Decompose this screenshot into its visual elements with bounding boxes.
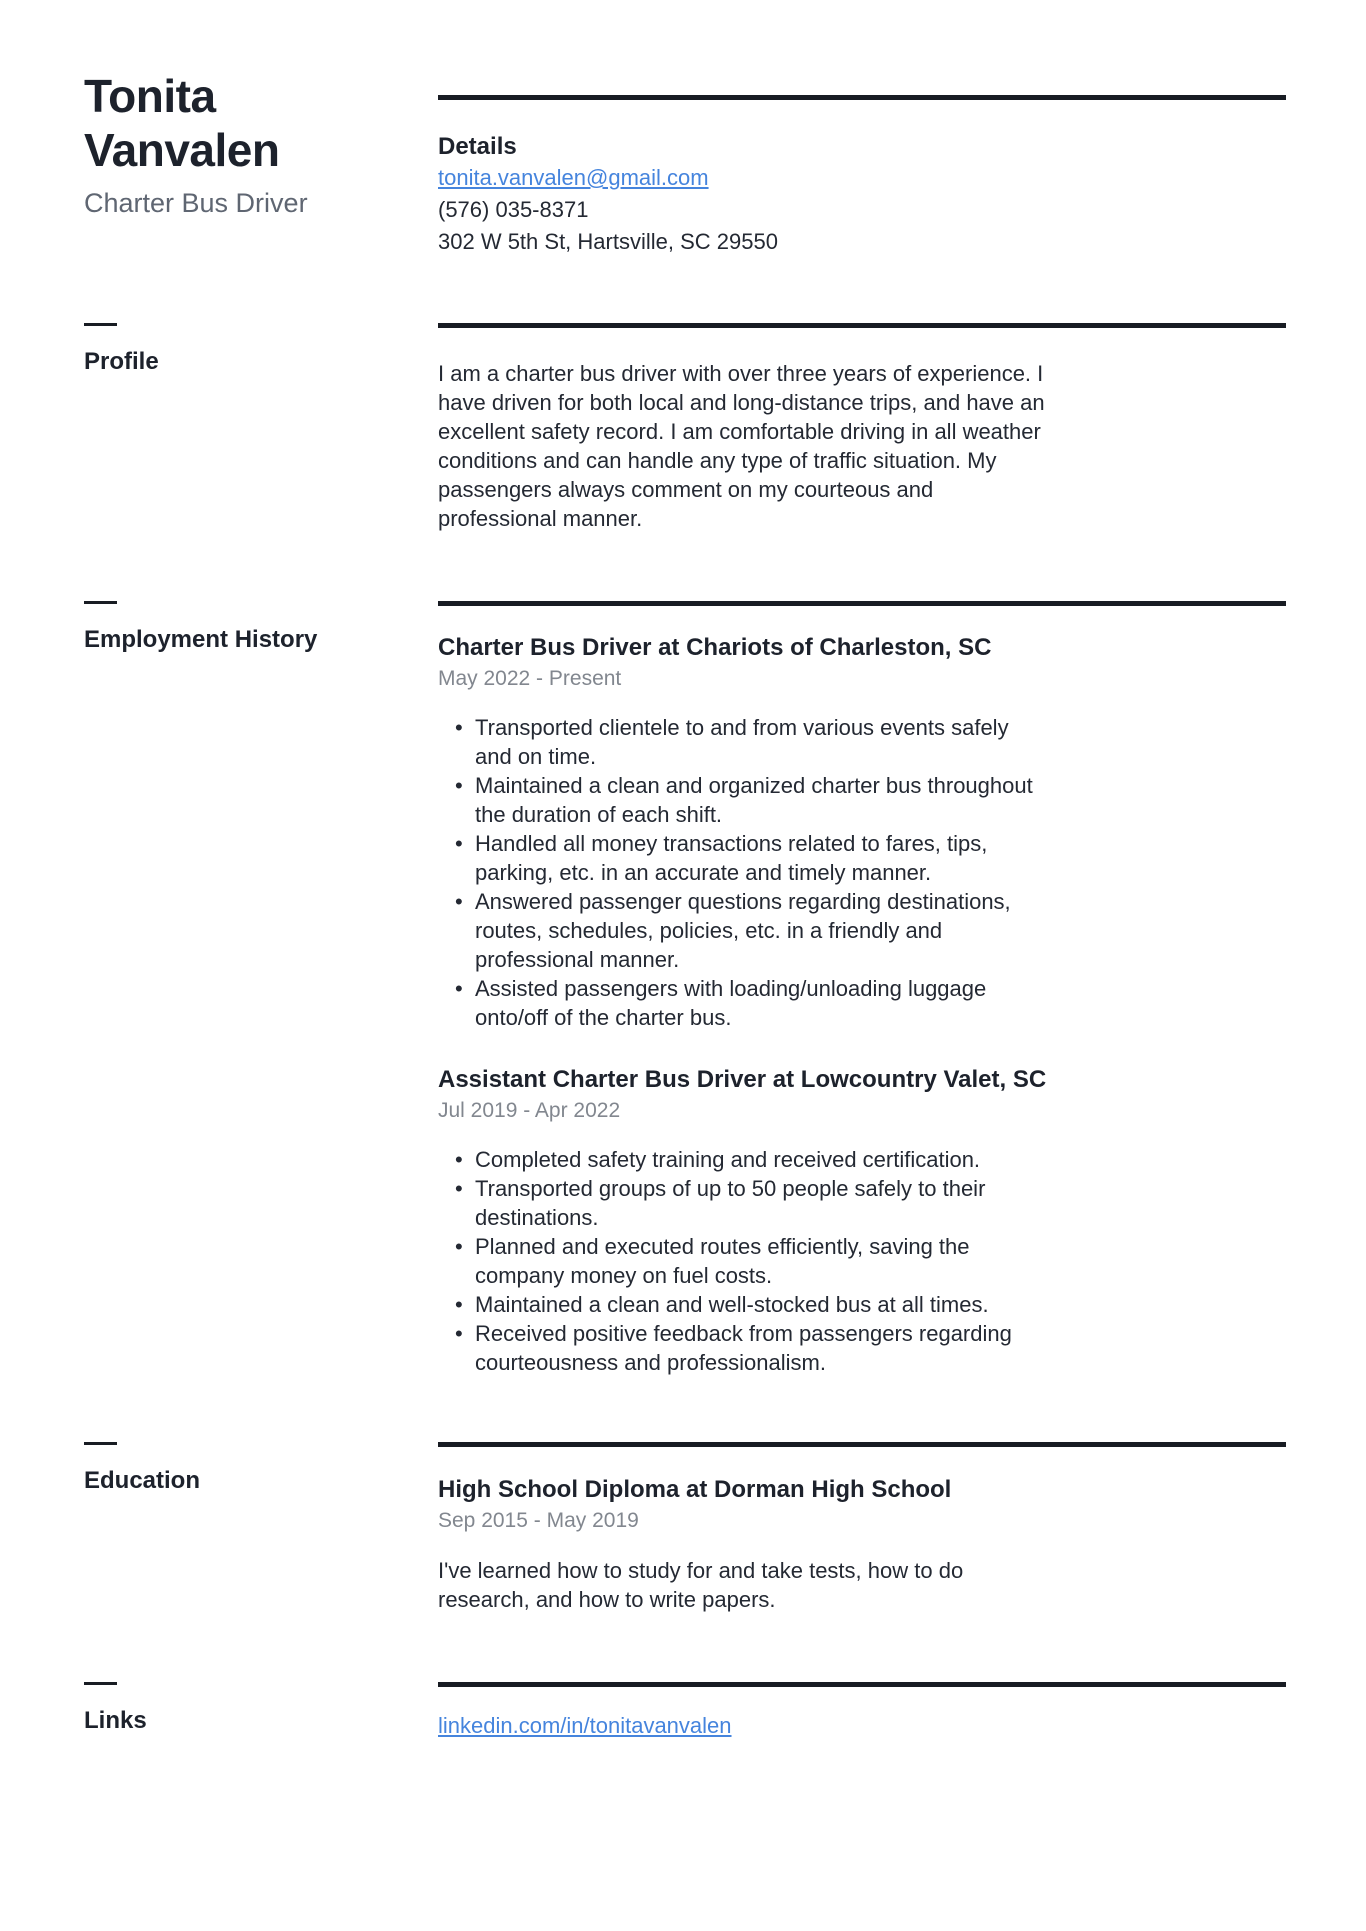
employment-history-section-label: Employment History — [84, 626, 318, 653]
job-bullet: • Planned and executed routes efficiently, saving the company money on fuel costs. — [455, 1232, 1035, 1290]
section-divider — [438, 323, 1286, 328]
email-row — [438, 163, 1286, 193]
job-bullet: • Handled all money transactions related to fares, tips, parking, etc. in an accurate and timely manner. — [455, 829, 1035, 887]
job-title: Charter Bus Driver at Chariots of Charleston, SC — [438, 634, 992, 661]
profile-content — [438, 323, 1286, 533]
education-dates: Sep 2015 - May 2019 — [438, 1509, 639, 1532]
details-block — [438, 95, 1286, 257]
section-divider — [438, 601, 1286, 606]
job-bullet: • Assisted passengers with loading/unloading luggage onto/off of the charter bus. — [455, 974, 1035, 1032]
header-left — [84, 70, 438, 219]
employment-section-left — [84, 601, 438, 654]
employment-section — [84, 601, 1366, 1377]
phone-number: (576) 035-8371 — [438, 197, 589, 222]
section-dash — [84, 1442, 117, 1445]
job-bullet-list — [438, 713, 1054, 1032]
section-dash — [84, 601, 117, 604]
candidate-name: Tonita Vanvalen — [84, 70, 280, 176]
profile-section — [84, 323, 1366, 533]
education-section — [84, 1442, 1366, 1614]
details-heading: Details — [438, 133, 517, 160]
links-section-left — [84, 1682, 438, 1735]
links-section — [84, 1682, 1366, 1741]
address: 302 W 5th St, Hartsville, SC 29550 — [438, 229, 778, 254]
job-bullet: • Maintained a clean and organized charter bus throughout the duration of each shift. — [455, 771, 1035, 829]
links-section-label: Links — [84, 1707, 147, 1734]
job-bullet: • Answered passenger questions regarding destinations, routes, schedules, policies, etc. in a friendly and professional manner. — [455, 887, 1035, 974]
header-section — [84, 70, 1366, 257]
profile-section-label: Profile — [84, 348, 159, 375]
job-entry — [438, 634, 1054, 1032]
employment-content — [438, 601, 1286, 1377]
candidate-job-title: Charter Bus Driver — [84, 187, 308, 218]
education-description: I've learned how to study for and take tests, how to do research, and how to write papers. — [438, 1558, 964, 1612]
linkedin-link[interactable]: linkedin.com/in/tonitavanvalen — [438, 1713, 732, 1738]
section-dash — [84, 323, 117, 326]
job-bullet: • Completed safety training and received certification. — [455, 1145, 1035, 1174]
job-bullet: • Transported groups of up to 50 people safely to their destinations. — [455, 1174, 1035, 1232]
section-divider — [438, 95, 1286, 100]
job-bullet: • Transported clientele to and from various events safely and on time. — [455, 713, 1035, 771]
job-title: Assistant Charter Bus Driver at Lowcountry Valet, SC — [438, 1066, 1047, 1093]
education-entry — [438, 1476, 1054, 1614]
profile-summary: I am a charter bus driver with over three years of experience. I have driven for both local and long-distance trips, and have an excellent safety record. I am comfortable driving in all weather conditions and can handle any type of traffic situation. My passengers always comment on my courteous and professional manner. — [438, 361, 1045, 531]
section-divider — [438, 1442, 1286, 1447]
education-content — [438, 1442, 1286, 1614]
education-section-left — [84, 1442, 438, 1495]
profile-section-left — [84, 323, 438, 376]
email-link[interactable]: tonita.vanvalen@gmail.com — [438, 165, 709, 190]
link-row — [438, 1711, 1286, 1741]
job-dates: Jul 2019 - Apr 2022 — [438, 1099, 621, 1122]
job-bullet: • Received positive feedback from passengers regarding courteousness and professionalism. — [455, 1319, 1035, 1377]
job-entry — [438, 1066, 1054, 1377]
job-dates: May 2022 - Present — [438, 667, 622, 690]
links-content — [438, 1682, 1286, 1741]
section-dash — [84, 1682, 117, 1685]
job-bullet: • Maintained a clean and well-stocked bus at all times. — [455, 1290, 1035, 1319]
education-degree: High School Diploma at Dorman High School — [438, 1476, 952, 1503]
education-section-label: Education — [84, 1467, 201, 1494]
section-divider — [438, 1682, 1286, 1687]
job-bullet-list — [438, 1145, 1054, 1377]
